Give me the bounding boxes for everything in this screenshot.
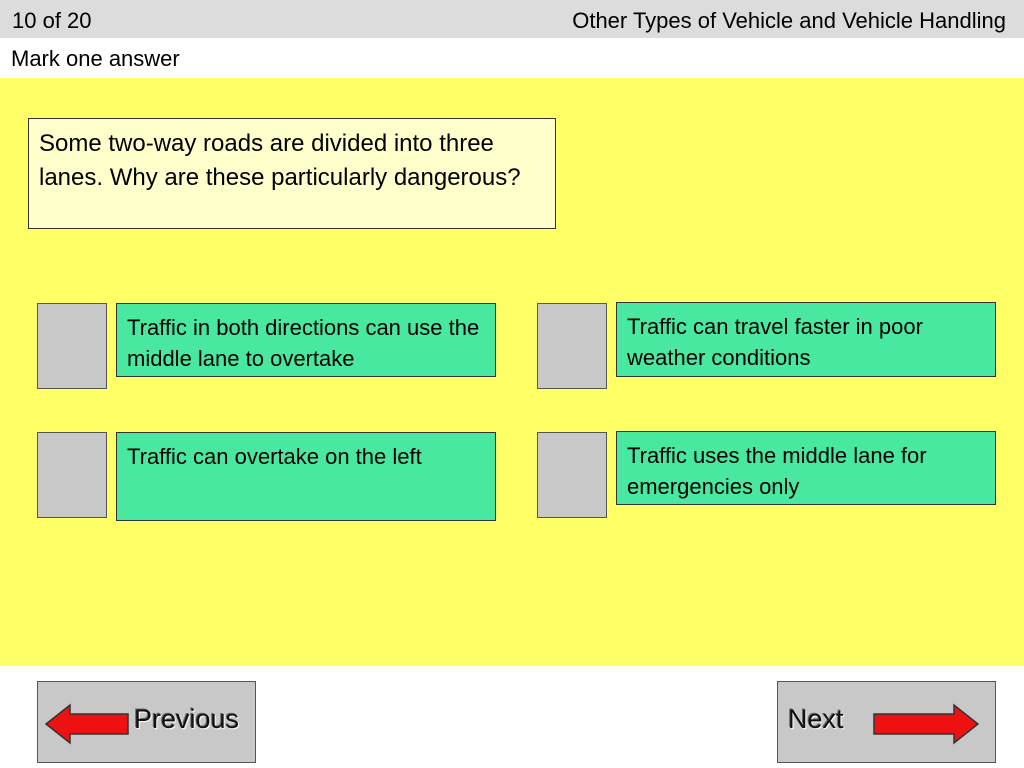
next-button[interactable]: [777, 681, 996, 763]
previous-label: Previous: [134, 704, 240, 734]
answer-option-3[interactable]: Traffic can overtake on the left: [116, 432, 496, 521]
top-bar: [0, 0, 1024, 38]
answer-checkbox-4[interactable]: [537, 432, 607, 518]
answer-option-1[interactable]: Traffic in both directions can use the middle lane to overtake: [116, 303, 496, 377]
previous-button[interactable]: [37, 681, 256, 763]
instruction-text: Mark one answer: [11, 46, 180, 71]
answer-option-4[interactable]: Traffic uses the middle lane for emergencies only: [616, 431, 996, 505]
answer-option-2[interactable]: Traffic can travel faster in poor weather conditions: [616, 302, 996, 377]
left-arrow-icon: [44, 703, 130, 745]
next-label: Next: [788, 704, 844, 734]
answer-checkbox-2[interactable]: [537, 303, 607, 389]
section-title: Other Types of Vehicle and Vehicle Handling: [572, 8, 1006, 33]
answer-checkbox-3[interactable]: [37, 432, 107, 518]
question-counter: 10 of 20: [12, 8, 92, 33]
question-text: Some two-way roads are divided into three lanes. Why are these particularly dangerous?: [28, 118, 556, 229]
answer-checkbox-1[interactable]: [37, 303, 107, 389]
right-arrow-icon: [872, 703, 980, 745]
